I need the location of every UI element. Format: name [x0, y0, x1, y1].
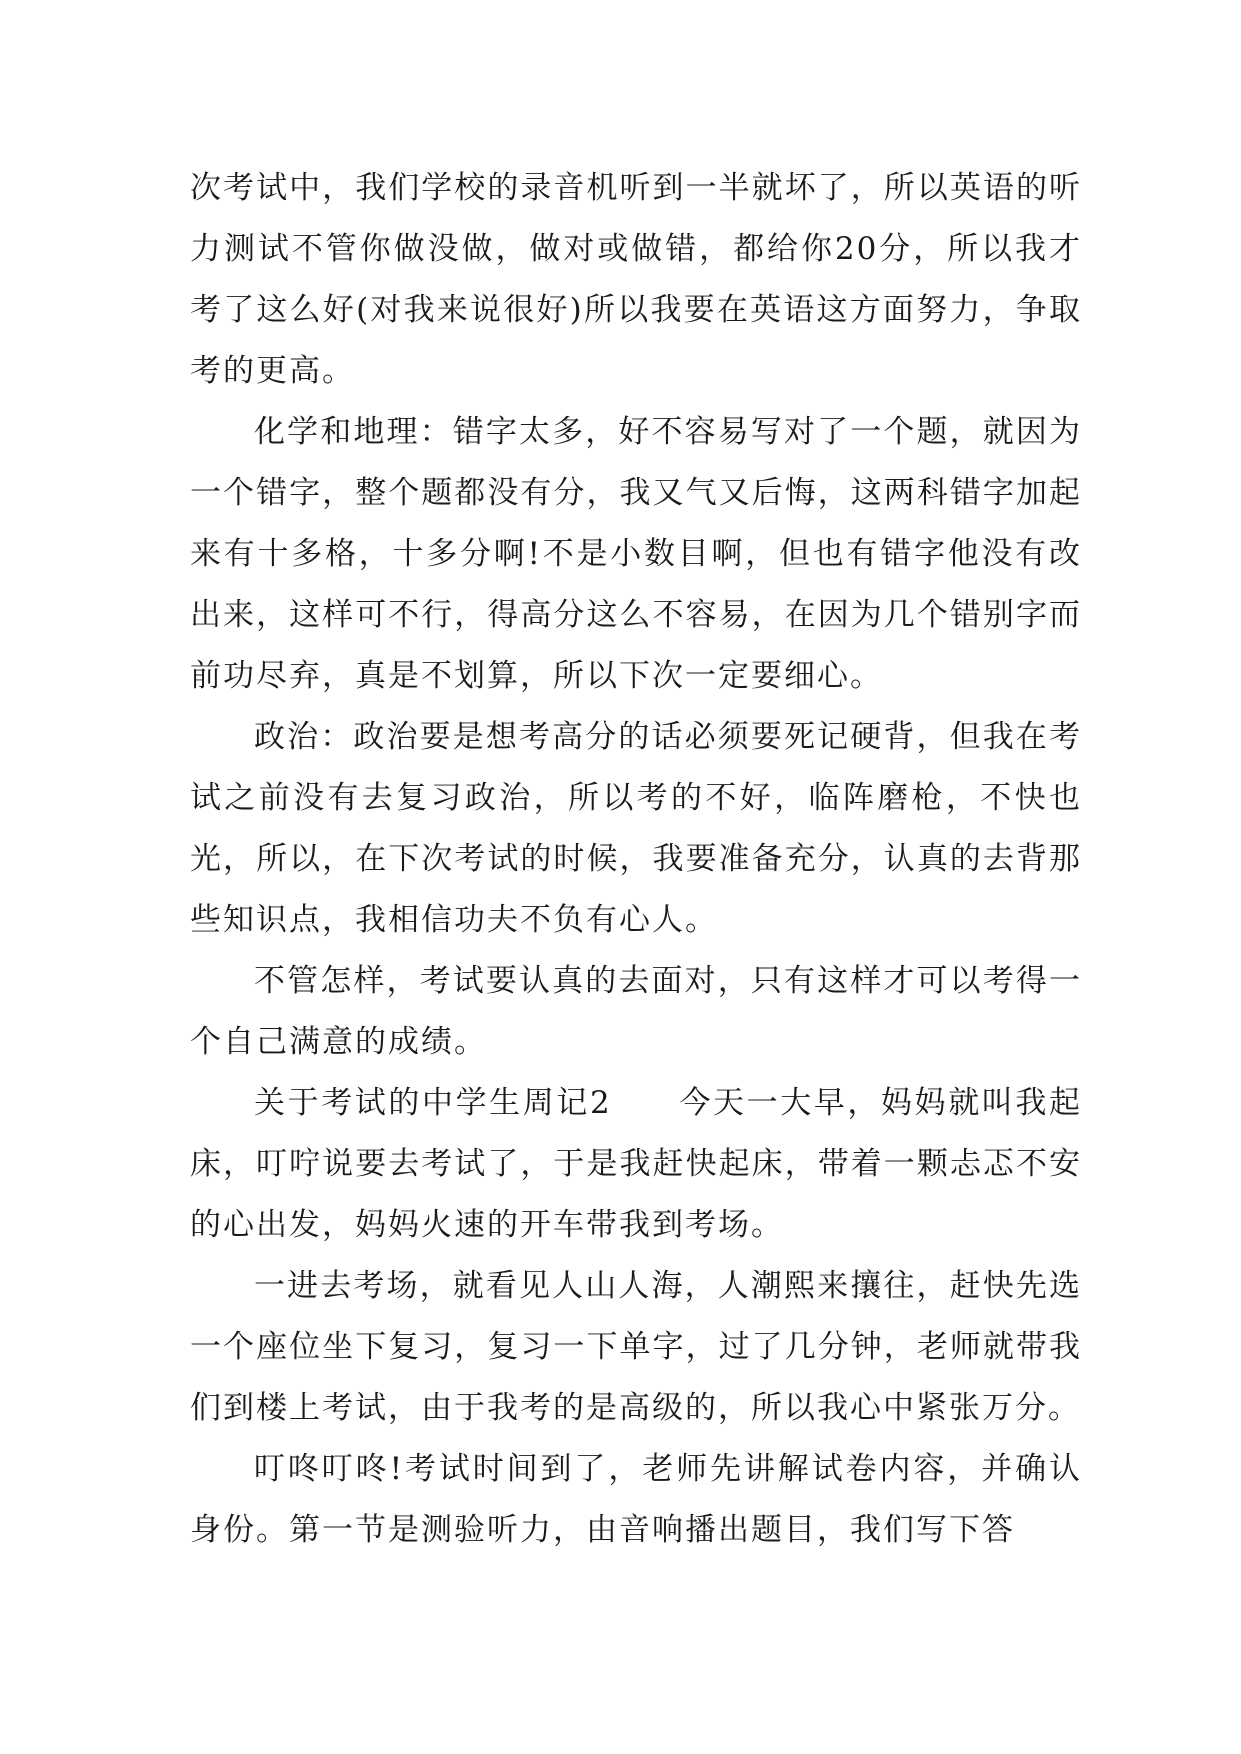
document-body: [190, 158, 1082, 1561]
paragraph-exam-hall: 一进去考场，就看见人山人海，人潮熙来攘往，赶快先选一个座位坐下复习，复习一下单字，过了几分钟，老师就带我们到楼上考试，由于我考的是高级的，所以我心中紧张万分。: [190, 1268, 1082, 1426]
paragraph-politics: 政治：政治要是想考高分的话必须要死记硬背，但我在考试之前没有去复习政治，所以考的不好，临阵磨枪，不快也光，所以，在下次考试的时候，我要准备充分，认真的去背那些知识点，我相信功夫不负有心人。: [190, 719, 1082, 938]
paragraph-conclusion: 不管怎样，考试要认真的去面对，只有这样才可以考得一个自己满意的成绩。: [190, 963, 1082, 1060]
paragraph-journal-2-intro: 关于考试的中学生周记2 今天一大早，妈妈就叫我起床，叮咛说要去考试了，于是我赶快起床，带着一颗忐忑不安的心出发，妈妈火速的开车带我到考场。: [190, 1085, 1082, 1243]
paragraph-english-listening: 次考试中，我们学校的录音机听到一半就坏了，所以英语的听力测试不管你做没做，做对或做错，都给你20分，所以我才考了这么好(对我来说很好)所以我要在英语这方面努力，争取考的更高。: [190, 170, 1082, 389]
paragraph-chemistry-geography: 化学和地理：错字太多，好不容易写对了一个题，就因为一个错字，整个题都没有分，我又气又后悔，这两科错字加起来有十多格，十多分啊!不是小数目啊，但也有错字他没有改出来，这样可不行，得高分这么不容易，在因为几个错别字而前功尽弃，真是不划算，所以下次一定要细心。: [190, 414, 1082, 694]
paragraph-exam-start: 叮咚叮咚!考试时间到了，老师先讲解试卷内容，并确认身份。第一节是测验听力，由音响播出题目，我们写下答: [190, 1451, 1082, 1548]
